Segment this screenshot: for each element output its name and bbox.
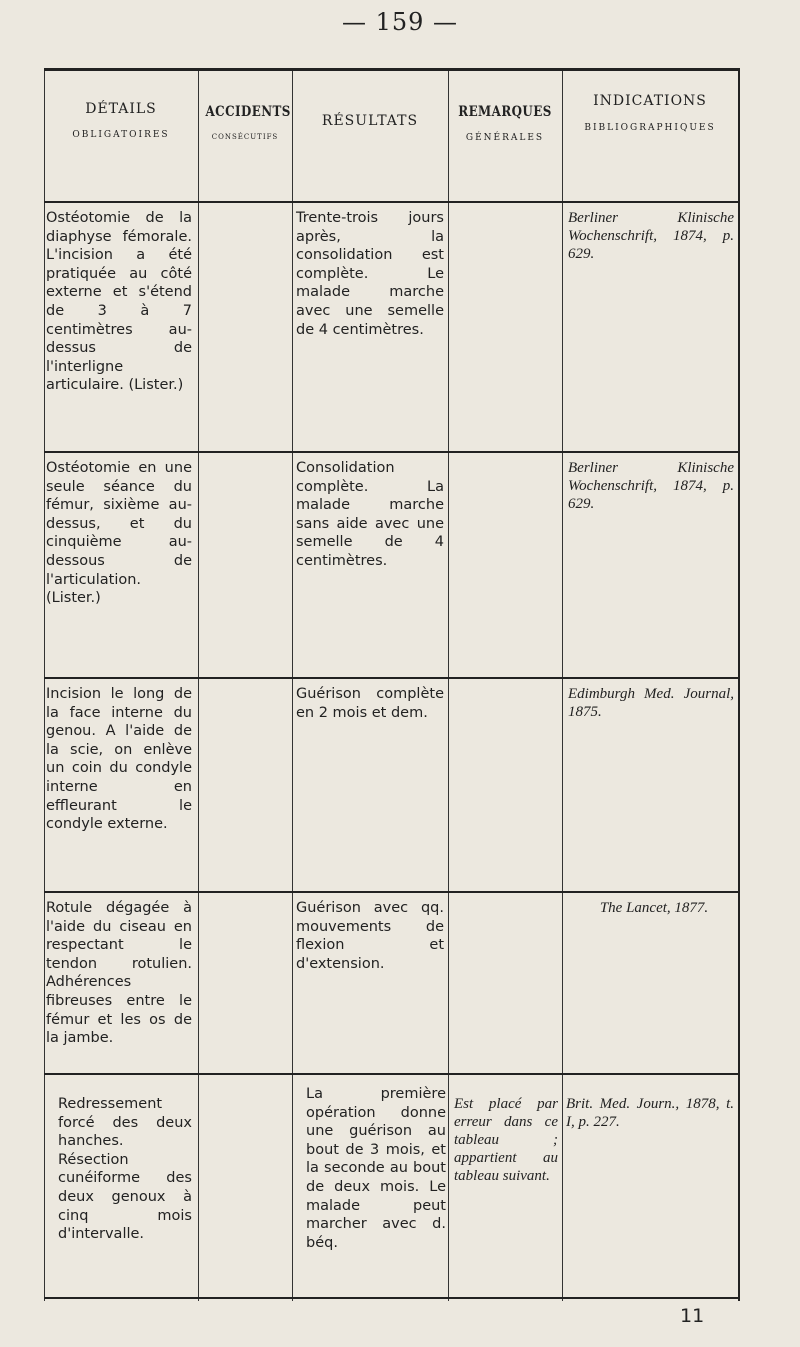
row4-resultats: Guérison avec qq. mouvements de flexion et d'extension. — [296, 900, 444, 972]
column-divider — [562, 71, 563, 1301]
column-divider — [292, 71, 293, 1301]
row-rule — [44, 1073, 738, 1075]
header-remarques — [448, 101, 562, 143]
header-details — [44, 101, 198, 140]
page-number: — 159 — — [341, 8, 459, 36]
row1-details: Ostéotomie de la diaphyse fémorale. L'incision a été pratiquée au côté externe et s'étend de 3 à 7 centimètres au-dessus de l'interligne articulaire. (Lister.) — [46, 210, 192, 394]
row-rule — [44, 677, 738, 679]
row2-biblio: Berliner Klinische Wochenschrift, 1874, p. 629. — [568, 460, 734, 512]
header-title: DÉTAILS — [85, 101, 157, 117]
header-subtitle: BIBLIOGRAPHIQUES — [584, 123, 716, 133]
row1-biblio: Berliner Klinische Wochenschrift, 1874, p. 629. — [568, 210, 734, 262]
row5-resultats: La première opération donne une guérison au bout de 3 mois, et la seconde au bout de deux mois. Le malade peut marcher avec d. béq. — [306, 1086, 446, 1251]
table — [44, 68, 740, 1301]
footer-number: 11 — [680, 1305, 705, 1327]
row5-details: Redressement forcé des deux hanches. Résection cunéiforme des deux genoux à cinq mois d'intervalle. — [58, 1096, 192, 1243]
row5-remarques: Est placé par erreur dans ce tableau ; appartient au tableau suivant. — [454, 1096, 558, 1184]
row-rule — [44, 891, 738, 893]
row4-biblio: The Lancet, 1877. — [599, 900, 709, 916]
row2-resultats: Consolidation complète. La malade marche sans aide avec une semelle de 4 centimètres. — [296, 460, 444, 569]
header-title: ACCIDENTS — [205, 104, 291, 120]
row3-biblio: Edimburgh Med. Journal, 1875. — [568, 686, 734, 720]
header-subtitle: OBLIGATOIRES — [72, 130, 170, 140]
header-indications — [562, 93, 738, 133]
row1-resultats: Trente-trois jours après, la consolidation est complète. Le malade marche avec une semelle de 4 centimètres. — [296, 210, 444, 338]
row3-resultats: Guérison complète en 2 mois et dem. — [296, 686, 444, 721]
header-resultats — [292, 113, 448, 129]
row5-biblio: Brit. Med. Journ., 1878, t. I, p. 227. — [566, 1096, 734, 1130]
bottom-rule — [44, 1297, 738, 1299]
row4-details: Rotule dégagée à l'aide du ciseau en respectant le tendon rotulien. Adhérences fibreuses entre le fémur et les os de la jambe. — [46, 900, 192, 1047]
row2-details: Ostéotomie en une seule séance du fémur, sixième au-dessus, et du cinquième au-dessous de l'articulation. (Lister.) — [46, 460, 192, 607]
column-divider — [448, 71, 449, 1301]
header-subtitle: CONSÉCUTIFS — [211, 133, 279, 141]
header-title: INDICATIONS — [593, 93, 707, 109]
header-rule — [44, 201, 738, 203]
header-accidents — [198, 101, 292, 141]
row-rule — [44, 451, 738, 453]
header-title: RÉSULTATS — [321, 113, 419, 129]
row3-details: Incision le long de la face interne du genou. A l'aide de la scie, on enlève un coin du condyle interne en effleurant le condyle externe. — [46, 686, 192, 833]
header-subtitle: GÉNÉRALES — [465, 133, 545, 143]
header-title: REMARQUES — [458, 104, 552, 120]
column-divider — [44, 71, 45, 1301]
column-divider — [198, 71, 199, 1301]
